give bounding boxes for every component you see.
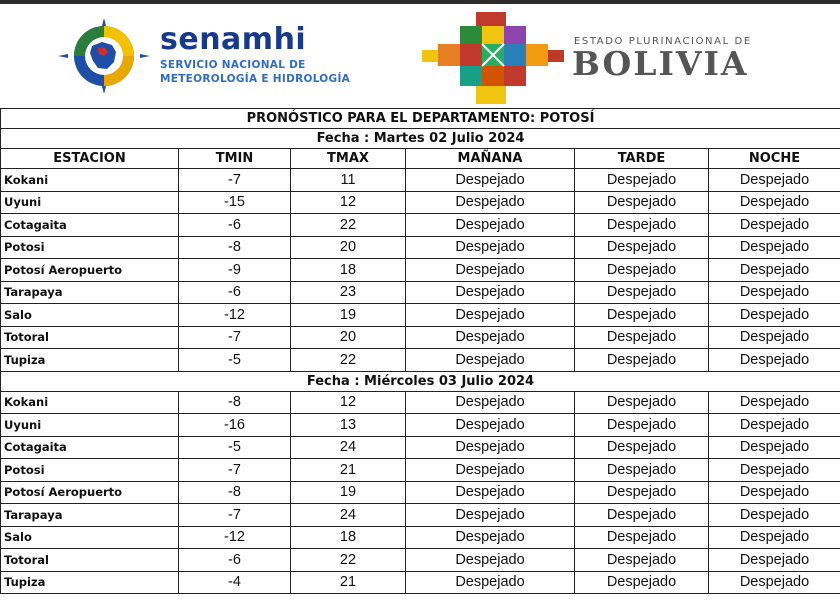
cell-tmin: -4 [179,571,291,594]
cell-tarde: Despejado [575,304,709,327]
cell-tmax: 20 [291,326,406,349]
cell-tmin: -7 [179,459,291,482]
senamhi-subtitle-line2: METEOROLOGÍA E HIDROLOGÍA [160,73,351,85]
table-row [1,526,840,549]
cell-tarde: Despejado [575,191,709,214]
cell-tmin: -12 [179,304,291,327]
cell-station: Salo [1,526,179,549]
cell-noche: Despejado [709,191,840,214]
cell-tarde: Despejado [575,571,709,594]
cell-manana: Despejado [406,236,575,259]
column-header-tmin: TMIN [179,149,291,169]
cell-tmax: 21 [291,571,406,594]
table-row [1,481,840,504]
cell-manana: Despejado [406,326,575,349]
cell-tmin: -7 [179,326,291,349]
cell-manana: Despejado [406,214,575,237]
cell-noche: Despejado [709,571,840,594]
senamhi-wordmark: senamhi [160,22,307,57]
cell-station: Uyuni [1,191,179,214]
column-header-manana: MAÑANA [406,149,575,169]
cell-tarde: Despejado [575,414,709,437]
cell-tarde: Despejado [575,236,709,259]
forecast-table [0,108,840,594]
cell-tarde: Despejado [575,549,709,572]
cell-station: Tupiza [1,571,179,594]
cell-station: Kokani [1,169,179,192]
cell-station: Tarapaya [1,504,179,527]
cell-tmax: 19 [291,304,406,327]
cell-tmin: -9 [179,259,291,282]
cell-manana: Despejado [406,549,575,572]
cell-tmax: 18 [291,526,406,549]
table-row [1,414,840,437]
cell-manana: Despejado [406,281,575,304]
date-label: Fecha : Miércoles 03 Julio 2024 [1,371,840,391]
cell-noche: Despejado [709,304,840,327]
cell-station: Cotagaita [1,214,179,237]
cell-tmin: -6 [179,214,291,237]
cell-noche: Despejado [709,214,840,237]
cell-tmin: -15 [179,191,291,214]
cell-tmax: 24 [291,504,406,527]
cell-manana: Despejado [406,504,575,527]
cell-noche: Despejado [709,459,840,482]
cell-tarde: Despejado [575,504,709,527]
table-row [1,436,840,459]
cell-manana: Despejado [406,526,575,549]
cell-tarde: Despejado [575,459,709,482]
bolivia-emblem-icon [418,10,568,108]
cell-station: Tupiza [1,349,179,372]
cell-tmax: 22 [291,349,406,372]
table-row [1,259,840,282]
cell-tmax: 18 [291,259,406,282]
cell-tarde: Despejado [575,391,709,414]
table-row [1,281,840,304]
cell-tmin: -7 [179,504,291,527]
cell-tmax: 22 [291,214,406,237]
cell-tmin: -7 [179,169,291,192]
date-row [1,371,840,391]
cell-tmax: 23 [291,281,406,304]
cell-tmax: 12 [291,191,406,214]
cell-noche: Despejado [709,349,840,372]
cell-station: Potosi [1,236,179,259]
column-header-tarde: TARDE [575,149,709,169]
cell-tmax: 12 [291,391,406,414]
cell-station: Salo [1,304,179,327]
cell-noche: Despejado [709,481,840,504]
table-row [1,459,840,482]
cell-tmax: 24 [291,436,406,459]
cell-noche: Despejado [709,526,840,549]
cell-noche: Despejado [709,504,840,527]
cell-manana: Despejado [406,349,575,372]
cell-tarde: Despejado [575,349,709,372]
table-title-row [1,109,840,129]
cell-manana: Despejado [406,259,575,282]
cell-manana: Despejado [406,481,575,504]
table-row [1,304,840,327]
cell-manana: Despejado [406,391,575,414]
table-row [1,391,840,414]
cell-station: Potosí Aeropuerto [1,259,179,282]
senamhi-subtitle-line1: SERVICIO NACIONAL DE [160,59,306,71]
cell-tmin: -5 [179,436,291,459]
cell-tarde: Despejado [575,481,709,504]
cell-noche: Despejado [709,391,840,414]
cell-manana: Despejado [406,459,575,482]
cell-manana: Despejado [406,169,575,192]
cell-tmin: -6 [179,549,291,572]
cell-tarde: Despejado [575,526,709,549]
cell-tmax: 19 [291,481,406,504]
cell-tarde: Despejado [575,436,709,459]
cell-tmin: -8 [179,391,291,414]
estado-plurinacional-label: ESTADO PLURINACIONAL DE [574,36,752,47]
cell-station: Totoral [1,326,179,349]
table-row [1,504,840,527]
cell-manana: Despejado [406,304,575,327]
cell-noche: Despejado [709,259,840,282]
cell-noche: Despejado [709,549,840,572]
cell-tarde: Despejado [575,326,709,349]
column-header-noche: NOCHE [709,149,840,169]
cell-noche: Despejado [709,281,840,304]
cell-station: Uyuni [1,414,179,437]
senamhi-logo-icon [54,16,154,96]
date-label: Fecha : Martes 02 Julio 2024 [1,129,840,149]
cell-tmax: 20 [291,236,406,259]
table-row [1,549,840,572]
table-row [1,236,840,259]
cell-manana: Despejado [406,191,575,214]
cell-tmin: -8 [179,481,291,504]
bolivia-wordmark: BOLIVIA [572,44,749,83]
table-row [1,349,840,372]
cell-tarde: Despejado [575,214,709,237]
header [0,4,840,108]
cell-manana: Despejado [406,414,575,437]
cell-tarde: Despejado [575,169,709,192]
cell-manana: Despejado [406,436,575,459]
column-header-station: ESTACION [1,149,179,169]
cell-station: Potosi [1,459,179,482]
cell-station: Kokani [1,391,179,414]
cell-noche: Despejado [709,169,840,192]
table-row [1,191,840,214]
table-row [1,326,840,349]
table-row [1,169,840,192]
cell-tarde: Despejado [575,281,709,304]
cell-noche: Despejado [709,236,840,259]
cell-tmax: 22 [291,549,406,572]
cell-station: Tarapaya [1,281,179,304]
forecast-table-body [1,109,840,594]
senamhi-subtitle [160,58,350,86]
cell-station: Totoral [1,549,179,572]
cell-tmin: -12 [179,526,291,549]
cell-tmin: -16 [179,414,291,437]
cell-station: Cotagaita [1,436,179,459]
cell-noche: Despejado [709,326,840,349]
table-title: PRONÓSTICO PARA EL DEPARTAMENTO: POTOSÍ [1,109,840,129]
cell-tarde: Despejado [575,259,709,282]
cell-tmax: 13 [291,414,406,437]
column-header-row [1,149,840,169]
cell-noche: Despejado [709,414,840,437]
cell-tmin: -5 [179,349,291,372]
column-header-tmax: TMAX [291,149,406,169]
cell-manana: Despejado [406,571,575,594]
cell-tmin: -8 [179,236,291,259]
cell-station: Potosí Aeropuerto [1,481,179,504]
table-row [1,571,840,594]
cell-noche: Despejado [709,436,840,459]
cell-tmax: 11 [291,169,406,192]
table-row [1,214,840,237]
date-row [1,129,840,149]
cell-tmin: -6 [179,281,291,304]
cell-tmax: 21 [291,459,406,482]
